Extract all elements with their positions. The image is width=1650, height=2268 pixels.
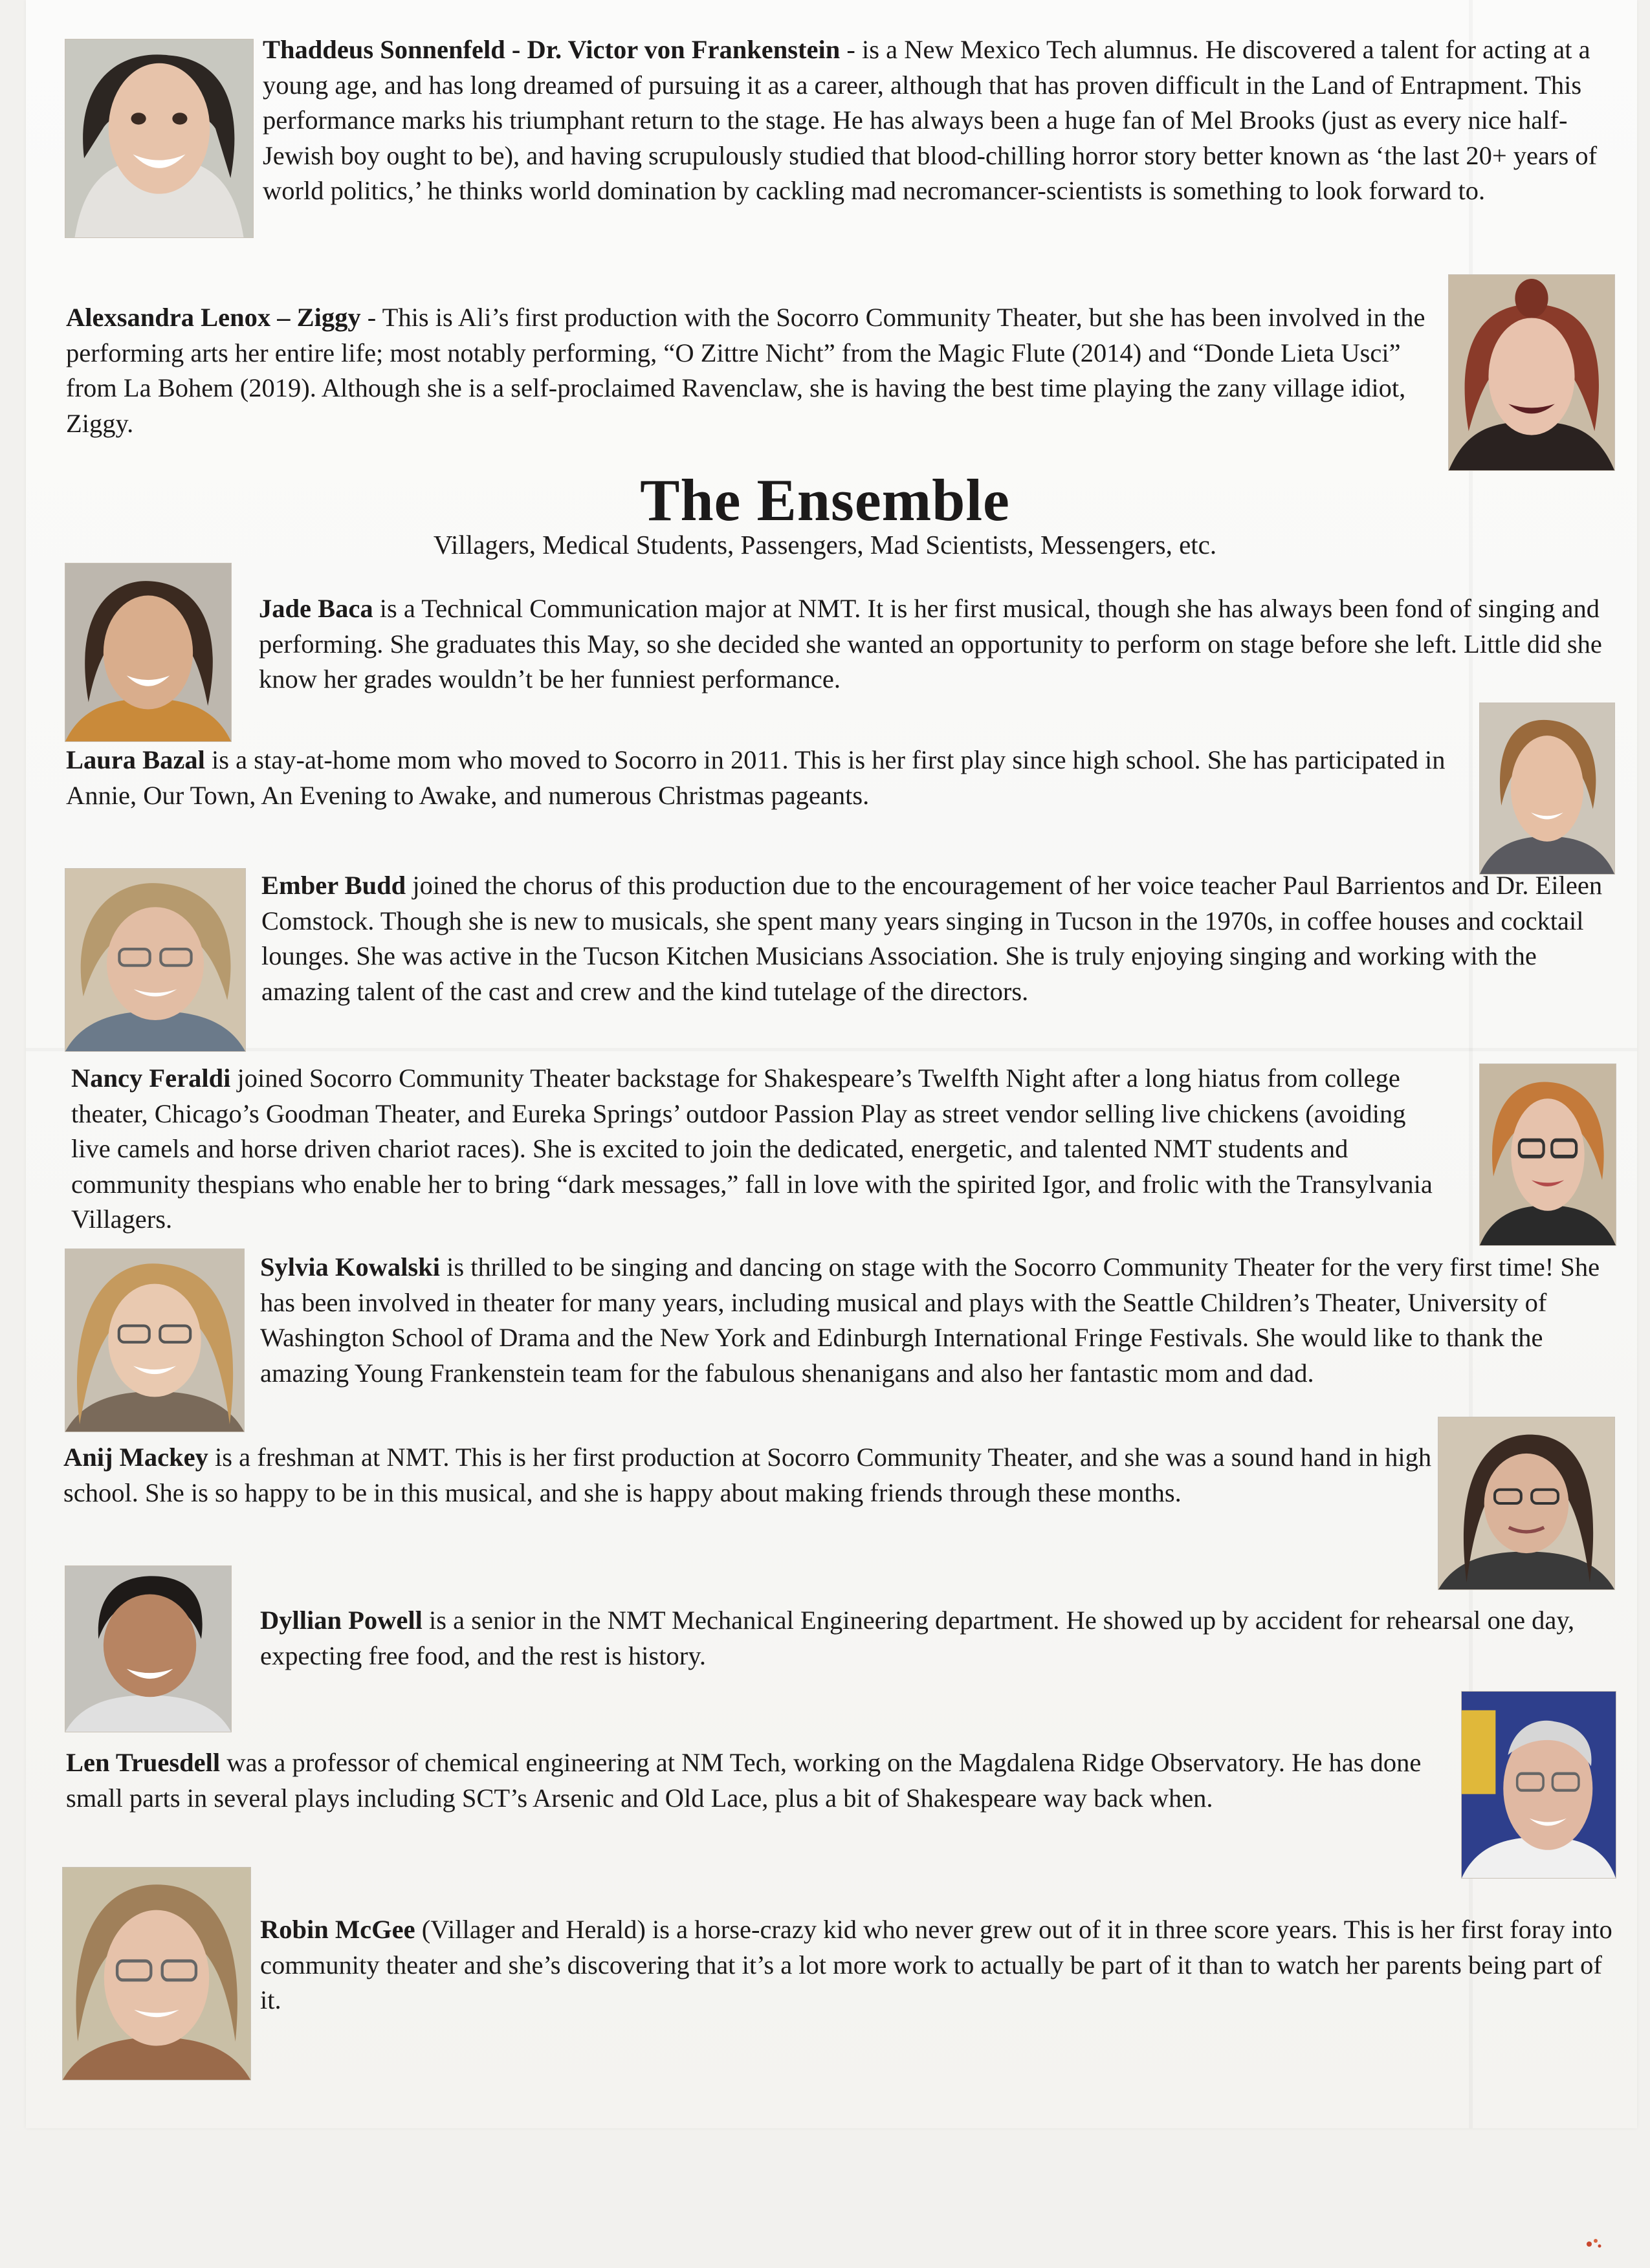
bio-name: Dyllian Powell (260, 1606, 423, 1635)
bio-name: Len Truesdell (66, 1748, 221, 1777)
headshot-thaddeus-sonnenfeld (65, 39, 254, 238)
bio-name: Anij Mackey (63, 1443, 208, 1472)
bio-name: Nancy Feraldi (71, 1063, 231, 1093)
bio-nancy-feraldi (71, 1061, 1449, 1238)
bio-name: Robin McGee (260, 1915, 415, 1944)
bio-name: Thaddeus Sonnenfeld - Dr. Victor von Frankenstein (263, 35, 841, 64)
bio-robin-mcgee (260, 1912, 1619, 2018)
bio-text: is a Technical Communication major at NMT. It is her first musical, though she has always been fond of singing and performing. She graduates this May, so she decided she wanted an opportunity to perform on stage before she left. Little did she know her grades wouldn’t be her funniest performance. (259, 594, 1602, 693)
bio-jade-baca (259, 591, 1618, 697)
bio-text: joined the chorus of this production due to the encouragement of her voice teacher Paul Barrientos and Dr. Eileen Comstock. Though she is new to musicals, she spent many years singing in Tucson in the 1970s, in coffee houses and cocktail lounges. She was active in the Tucson Kitchen Musicians Association. She is truly enjoying singing and working with the amazing talent of the cast and crew and the kind tutelage of the directors. (261, 871, 1603, 1006)
ink-speck (1583, 2235, 1605, 2252)
bio-name: Ember Budd (261, 871, 406, 900)
headshot-sylvia-kowalski (65, 1248, 245, 1432)
headshot-len-truesdell (1461, 1691, 1616, 1879)
bio-text: is a senior in the NMT Mechanical Engineering department. He showed up by accident for rehearsal one day, expecting free food, and the rest is history. (260, 1606, 1575, 1670)
headshot-jade-baca (65, 563, 232, 742)
headshot-anij-mackey (1438, 1417, 1615, 1590)
bio-alexsandra-lenox (66, 300, 1451, 441)
headshot-nancy-feraldi (1479, 1063, 1616, 1246)
bio-thaddeus-sonnenfeld (263, 32, 1615, 209)
bio-sylvia-kowalski (260, 1250, 1619, 1391)
bio-text: joined Socorro Community Theater backstage for Shakespeare’s Twelfth Night after a long hiatus from college theater, Chicago’s Goodman Theater, and Eureka Springs’ outdoor Passion Play as street vendor selling live chickens (avoiding live camels and horse driven chariot races). She is excited to join the dedicated, energetic, and talented NMT students and community thespians who enable her to bring “dark messages,” fall in love with the spirited Igor, and frolic with the Transylvania Villagers. (71, 1063, 1433, 1234)
bio-len-truesdell (66, 1745, 1425, 1816)
bio-name: Alexsandra Lenox – Ziggy (66, 303, 361, 332)
headshot-robin-mcgee (62, 1867, 251, 2080)
bio-name: Sylvia Kowalski (260, 1252, 440, 1281)
bio-anij-mackey (63, 1440, 1455, 1510)
bio-text: is thrilled to be singing and dancing on stage with the Socorro Community Theater for the very first time! She has been involved in theater for many years, including musical and plays with the Seattle Children’s Theater, University of Washington School of Drama and the New York and Edinburgh International Fringe Festivals. She would like to thank the amazing Young Frankenstein team for the fabulous shenanigans and also her fantastic mom and dad. (260, 1252, 1600, 1388)
headshot-alexsandra-lenox (1448, 274, 1615, 471)
bio-text: - is a New Mexico Tech alumnus. He discovered a talent for acting at a young age, and has long dreamed of pursuing it as a career, although that has proven difficult in the Land of Entrapment. This performance marks his triumphant return to the stage. He has always been a huge fan of Mel Brooks (just as every nice half-Jewish boy ought to be), and having scrupulously studied that blood-chilling horror story better known as ‘the last 20+ years of world politics,’ he thinks world domination by cackling mad necromancer-scientists is something to look forward to. (263, 35, 1598, 205)
headshot-dyllian-powell (65, 1565, 232, 1732)
bio-dyllian-powell (260, 1603, 1619, 1674)
bio-name: Laura Bazal (66, 745, 205, 774)
headshot-laura-bazal (1479, 703, 1615, 875)
bio-name: Jade Baca (259, 594, 373, 623)
bio-text: - This is Ali’s first production with the Socorro Community Theater, but she has been involved in the performing arts her entire life; most notably performing, “O Zittre Nicht” from the Magic Flute (2014) and “Donde Lieta Usci” from La Bohem (2019). Although she is a self-proclaimed Ravenclaw, she is having the best time playing the zany village idiot, Ziggy. (66, 303, 1425, 438)
bio-text: was a professor of chemical engineering at NM Tech, working on the Magdalena Ridge Observatory. He has done small parts in several plays including SCT’s Arsenic and Old Lace, plus a bit of Shakespeare way back when. (66, 1748, 1422, 1813)
bio-text: (Villager and Herald) is a horse-crazy kid who never grew out of it in three score years. This is her first foray into community theater and she’s discovering that it’s a lot more work to actually be part of it than to watch her parents being part of it. (260, 1915, 1612, 2014)
section-title: The Ensemble (640, 467, 1010, 533)
headshot-ember-budd (65, 868, 246, 1052)
bio-text: is a stay-at-home mom who moved to Socorro in 2011. This is her first play since high school. She has participated in Annie, Our Town, An Evening to Awake, and numerous Christmas pageants. (66, 745, 1446, 810)
bio-text: is a freshman at NMT. This is her first production at Socorro Community Theater, and she was a sound hand in high school. She is so happy to be in this musical, and she is happy about making friends through these months. (63, 1443, 1432, 1507)
section-subtitle: Villagers, Medical Students, Passengers, Mad Scientists, Messengers, etc. (433, 530, 1217, 560)
page-fold-horizontal (26, 1048, 1637, 1051)
bio-laura-bazal (66, 743, 1457, 813)
bio-ember-budd (261, 868, 1620, 1009)
